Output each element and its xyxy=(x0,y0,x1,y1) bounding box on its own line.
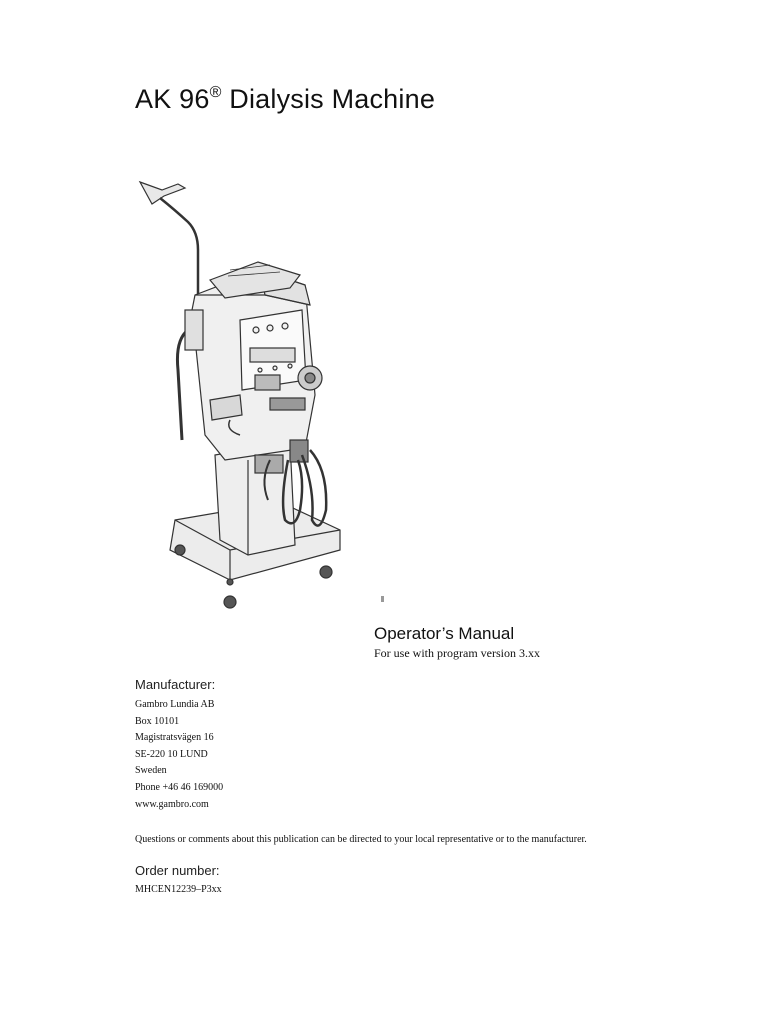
manual-subtitle: For use with program version 3.xx xyxy=(374,646,540,660)
website-link[interactable]: www.gambro.com xyxy=(135,798,209,810)
address-line: SE-220 10 LUND xyxy=(135,748,208,760)
order-number-label: Order number: xyxy=(135,863,220,878)
stray-mark xyxy=(381,596,384,602)
address-line: Box 10101 xyxy=(135,715,180,727)
contact-note: Questions or comments about this publication can be directed to your local representative or to the manufacturer. xyxy=(135,834,587,845)
address-line: Gambro Lundia AB xyxy=(135,699,215,710)
manufacturer-address xyxy=(135,697,223,813)
order-number-value: MHCEN12239–P3xx xyxy=(135,884,222,895)
document-title: AK 96® Dialysis Machine xyxy=(135,84,436,114)
address-line: Sweden xyxy=(135,765,167,777)
address-line: Phone +46 46 169000 xyxy=(135,781,224,793)
manual-title: Operator’s Manual xyxy=(374,624,515,643)
address-line: Magistratsvägen 16 xyxy=(135,732,214,744)
dialysis-machine-illustration xyxy=(130,170,360,610)
manufacturer-label: Manufacturer: xyxy=(135,677,216,692)
